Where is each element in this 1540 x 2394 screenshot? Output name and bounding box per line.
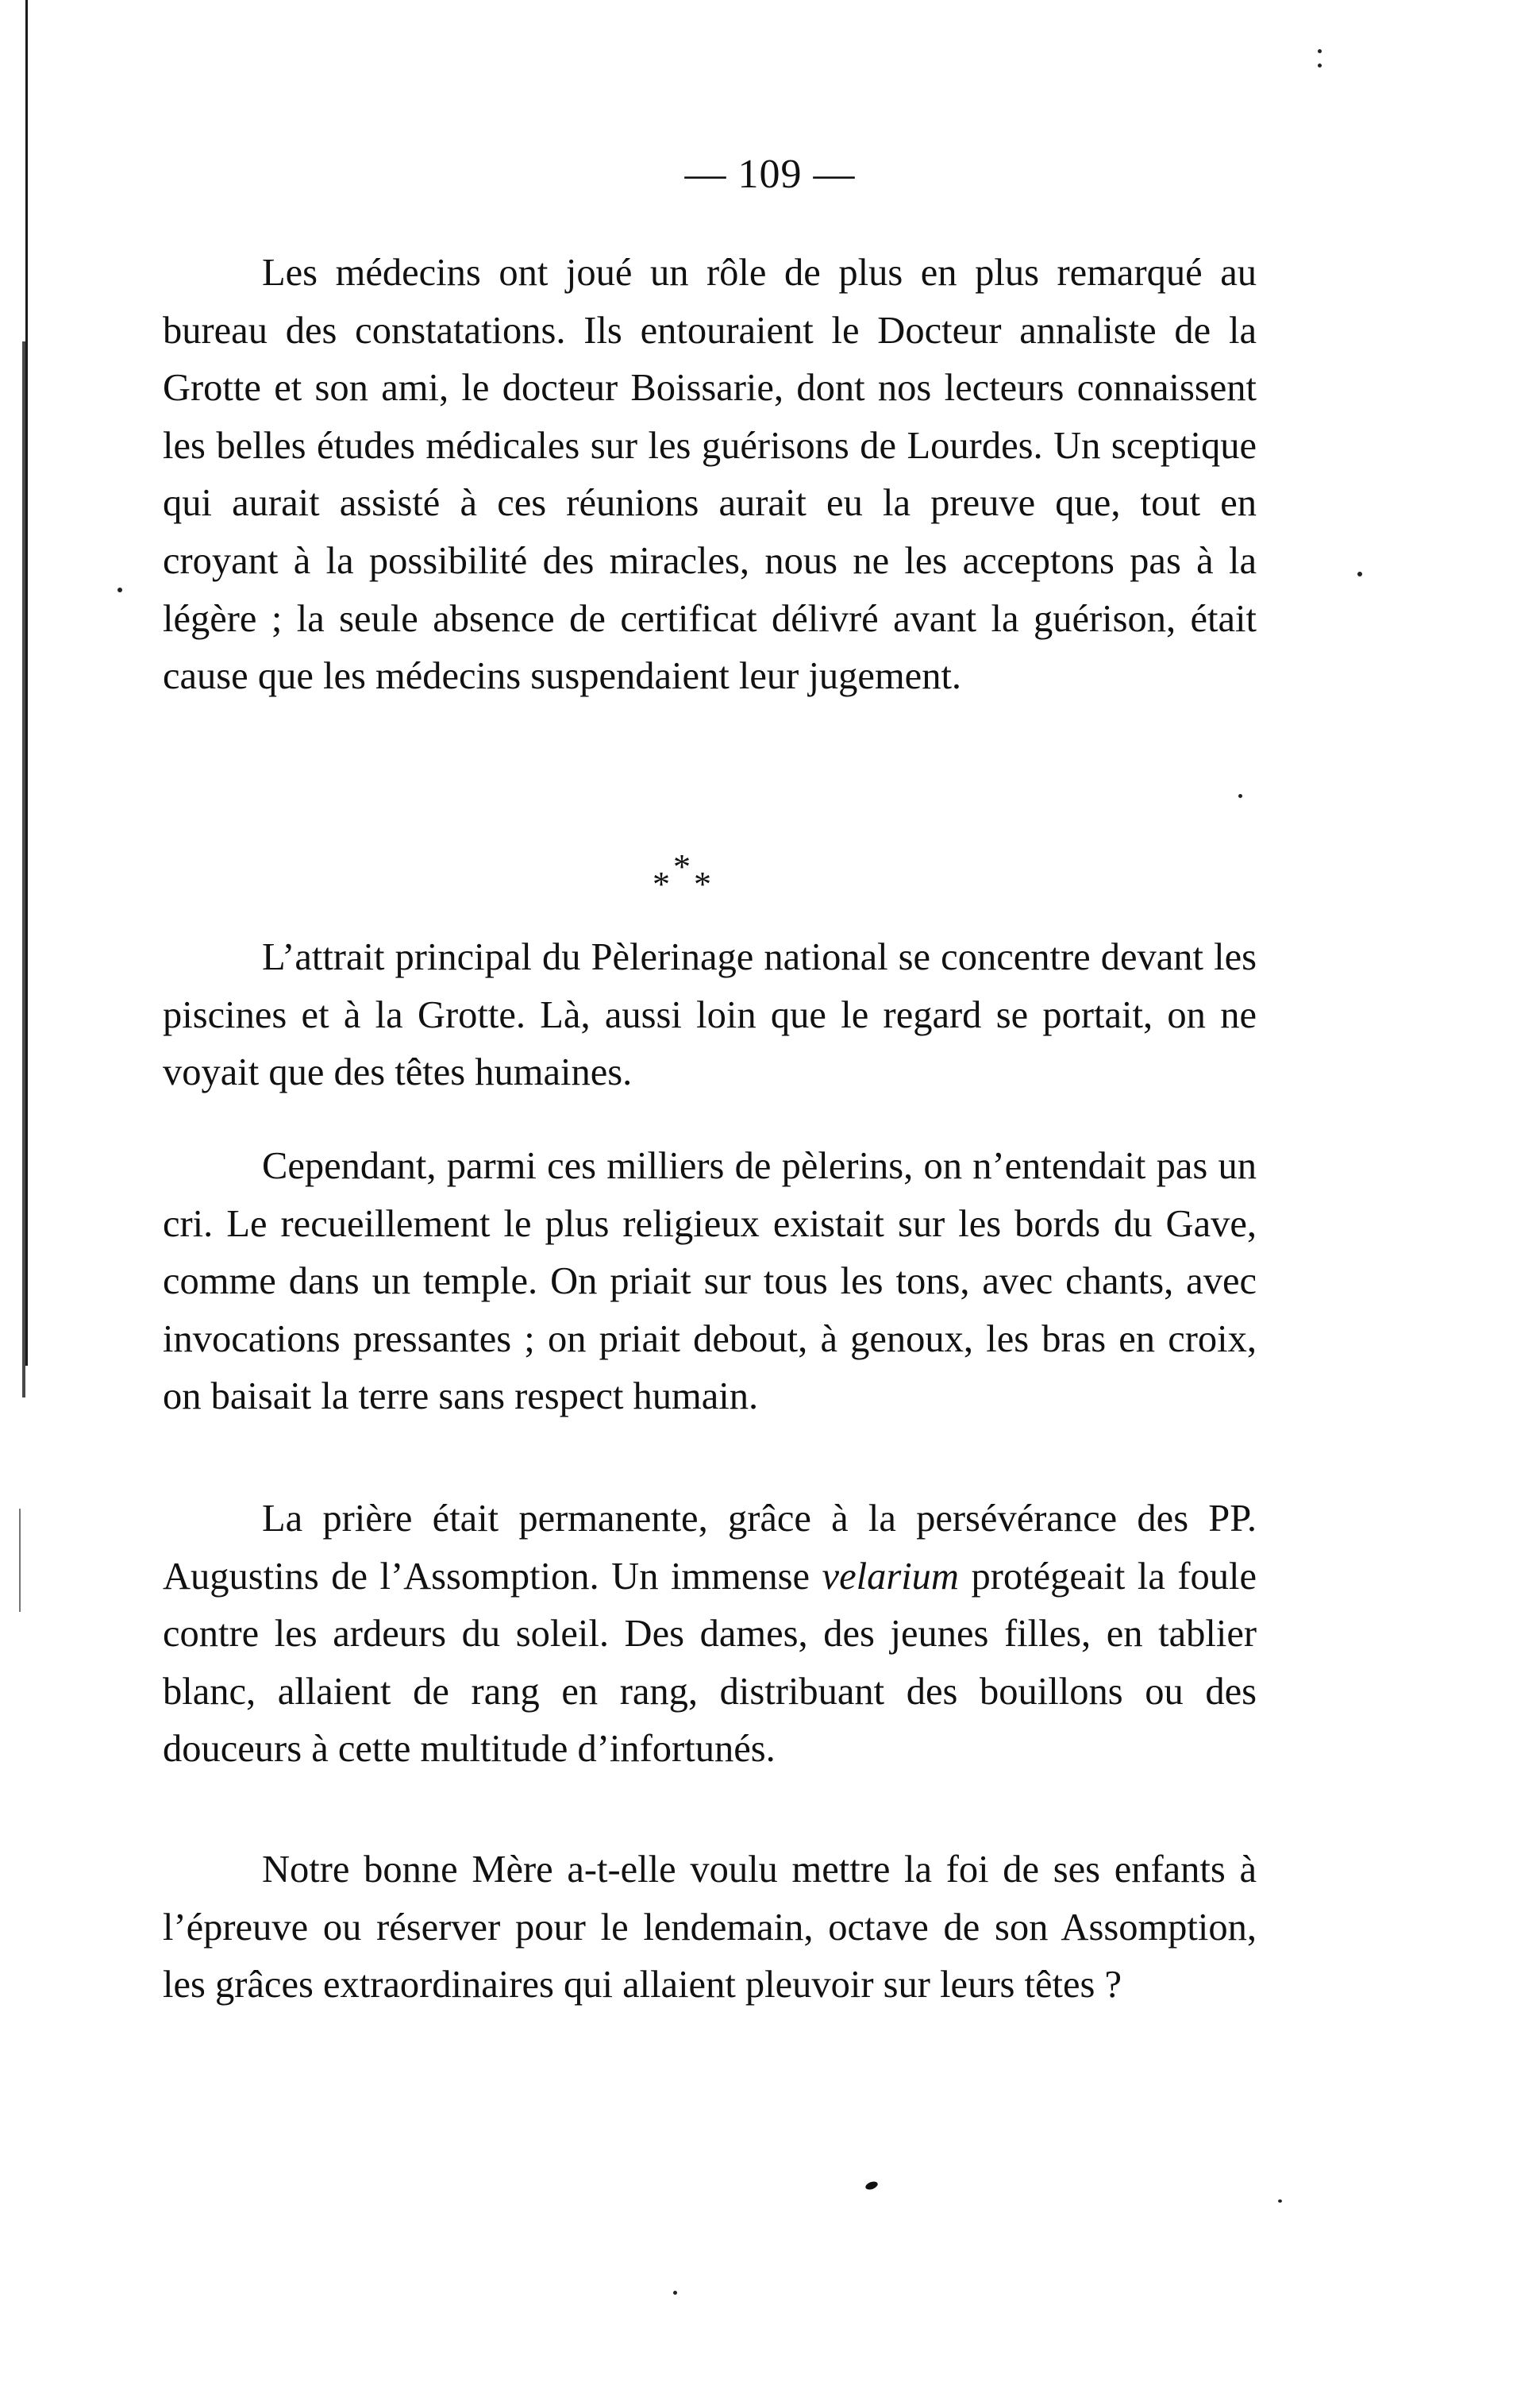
- paragraph: [163, 1841, 1257, 2014]
- italic-term: velarium: [822, 1555, 959, 1598]
- scan-speck: [1357, 572, 1362, 576]
- paragraph: [163, 1138, 1257, 1426]
- scan-edge-line: [19, 1509, 21, 1612]
- ink-mark: [864, 2180, 879, 2192]
- scan-edge-line: [22, 341, 25, 1397]
- paragraph-text: Cependant, parmi ces milliers de pèlerins, on n’entendait pas un cri. Le recueillement le plus religieux existait sur les bords du Gave, comme dans un temple. On priait sur tous les tons, avec chants, avec invocations pressantes ; on priait debout, à genoux, les bras en croix, on baisait la terre sans respect humain.: [163, 1145, 1257, 1418]
- paragraph-text: [163, 1490, 1257, 1779]
- paragraph: [163, 929, 1257, 1102]
- asterism-star: *: [673, 847, 691, 886]
- paragraph-text: Les médecins ont joué un rôle de plus en plus remarqué au bureau des constatations. Ils entouraient le Docteur annaliste de la Grotte et son ami, le docteur Boissarie, dont nos lecteurs connaissent les belles études médicales sur les guérisons de Lourdes. Un sceptique qui aurait assisté à ces réunions aurait eu la preuve que, tout en croyant à la possibilité des miracles, nous ne les acceptons pas à la légère ; la seule absence de certificat délivré avant la guérison, était cause que les médecins suspendaient leur jugement.: [163, 252, 1257, 698]
- scan-speck: [1278, 2199, 1282, 2203]
- scan-edge-line: [25, 0, 28, 1366]
- paragraph-text: L’attrait principal du Pèlerinage national se concentre devant les piscines et à la Grotte. Là, aussi loin que le regard se portait, on ne voyait que des têtes humaines.: [163, 936, 1257, 1094]
- paragraph-text-part: protégeait la foule contre les ardeurs du soleil. Des dames, des jeunes filles, en tablier blanc, allaient de rang en rang, distribuant des bouillons ou des douceurs à cette multitude d’infortunés.: [163, 1555, 1257, 1771]
- page-number: — 109 —: [684, 152, 856, 197]
- paragraph-text-part: La prière était permanente, grâce à la persévérance des PP. Augustins de l’Assomption. Un immense: [163, 1498, 1257, 1598]
- scan-speck: [1318, 64, 1322, 67]
- paragraph: [163, 245, 1257, 706]
- paragraph-text: Notre bonne Mère a-t-elle voulu mettre la foi de ses enfants à l’épreuve ou réserver pour le lendemain, octave de son Assomption, les grâces extraordinaires qui allaient pleuvoir sur leurs têtes ?: [163, 1849, 1257, 2007]
- scan-speck: [673, 2291, 677, 2295]
- asterism-star: *: [694, 865, 711, 904]
- paragraph: [163, 1490, 1257, 1779]
- scan-speck: [1238, 794, 1242, 798]
- asterism-separator: [641, 847, 737, 913]
- asterism-star: *: [653, 865, 670, 904]
- scan-speck: [1318, 49, 1322, 53]
- scan-speck: [117, 588, 122, 592]
